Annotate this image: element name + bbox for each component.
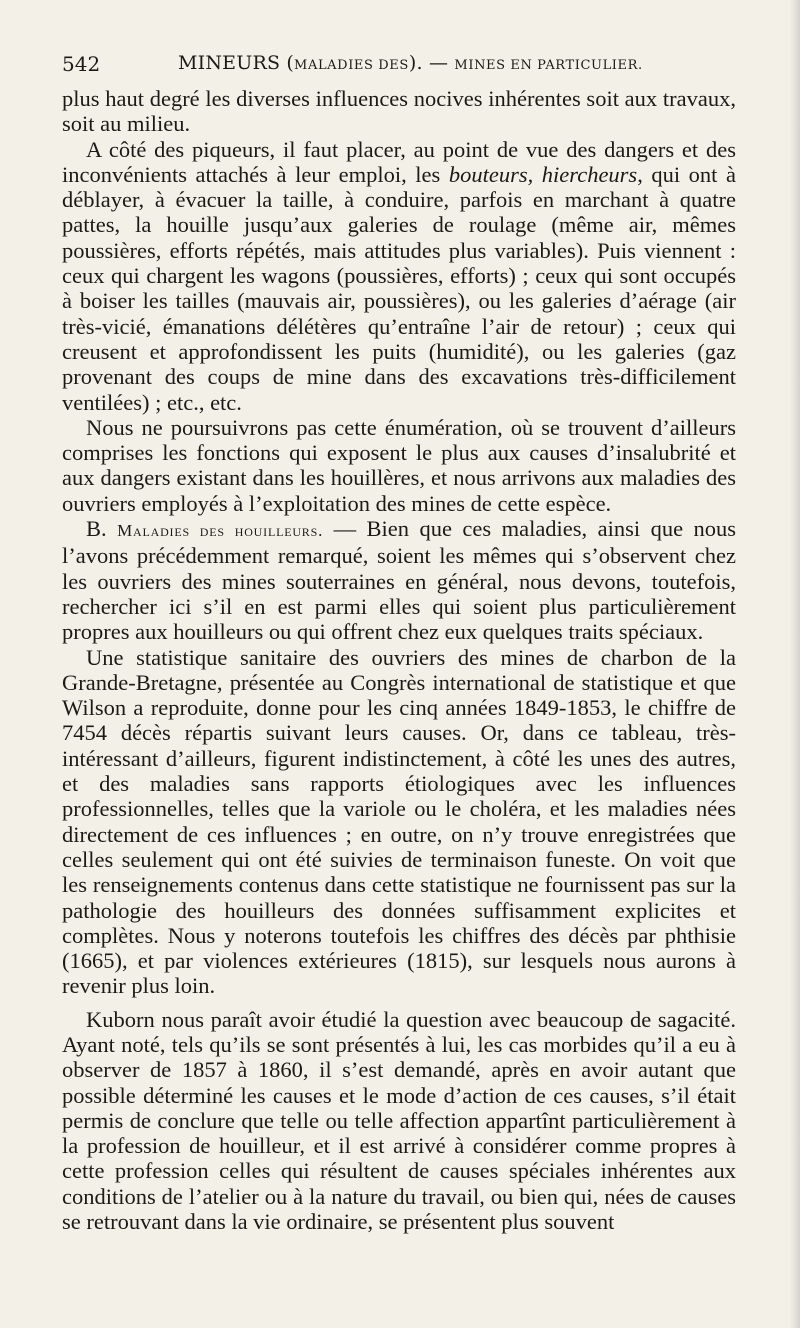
running-title-close: ).	[408, 52, 423, 74]
running-title-main: MINEURS (	[178, 52, 295, 74]
running-title	[178, 52, 643, 74]
running-head	[62, 48, 736, 80]
section-b-label: B.	[86, 516, 118, 542]
section-b-text: — Bien que ces maladies, ainsi que nous l’avons précédemment remarqué, soient les mêmes qui s’observent chez les ouvriers des mines souterraines en général, nous devons, toutefois, rechercher ici s’il en est parmi elles qui soient plus particulièrement propres aux houilleurs ou qui offrent chez eux quelques traits spéciaux.	[62, 516, 737, 645]
paragraph-workers-start: A côté des piqueurs, il faut placer, au point de vue des dangers et des inconvénients attachés à leur emploi, les	[62, 136, 736, 187]
paragraph-enumeration: Nous ne poursuivrons pas cette énumération, où se trouvent d’ailleurs comprises les fonctions qui exposent le plus aux causes d’insalubrité et aux dangers existant dans les houillères, et nous arrivons aux maladies des ouvriers employés à l’exploitation des mines de cette espèce.	[62, 414, 736, 516]
running-title-smallcaps: MALADIES DES	[294, 58, 409, 73]
paragraph-continuation: plus haut degré les diverses influences nocives inhérentes soit aux travaux, soit au milieu.	[62, 86, 736, 137]
paragraph-statistics: Une statistique sanitaire des ouvriers des mines de charbon de la Grande-Bretagne, présentée au Congrès international de statistique et que Wilson a reproduite, donne pour les cinq années 1849-1853, le chiffre de 7454 décès répartis suivant leurs causes. Or, dans ce tableau, très-intéressant d’ailleurs, figurent indistinctement, à côté les unes des autres, et des maladies sans rapports étiologiques avec les influences professionnelles, telles que la variole ou le choléra, et les maladies nées directement de ces influences ; en outre, on n’y trouve enregistrées que celles seulement qui ont été suivies de terminaison funeste. On voit que les renseignements contenus dans cette statistique ne fournissent pas sur la pathologie des houilleurs des données suffisamment explicites et complètes. Nous y noterons toutefois les chiffres des décès par phthisie (1665), et par violences extérieures (1815), sur lesquels nous aurons à revenir plus loin.	[62, 644, 736, 999]
paragraph-workers-end: , qui ont à déblayer, à évacuer la taille, à conduire, parfois en marchant à quatre pattes, la houille jusqu’aux galeries de roulage (même air, mêmes poussières, efforts répétés, mais attitudes plus variables). Puis viennent : ceux qui chargent les wagons (poussières, efforts) ; ceux qui sont occupés à boiser les tailles (mauvais air, poussières), ou les galeries d’aérage (air très-vicié, émanations délétères qu’entraîne l’air de retour) ; ceux qui creusent et approfondissent les puits (humidité), ou les galeries (gaz provenant des coups de mine dans des excavations très-difficilement ventilées) ; etc., etc.	[62, 161, 736, 415]
paragraph-workers-emphasis: bouteurs, hiercheurs	[448, 161, 638, 187]
body-text	[62, 86, 736, 1234]
section-b	[62, 516, 736, 644]
section-b-heading: Maladies des houilleurs.	[117, 521, 324, 541]
paragraph-workers	[62, 137, 736, 415]
page-number: 542	[62, 52, 101, 76]
running-title-separator: —	[422, 52, 455, 74]
paragraph-kuborn: Kuborn nous paraît avoir étudié la question avec beaucoup de sagacité. Ayant noté, tels qu’ils se sont présentés à lui, les cas morbides qu’il a eu à observer de 1857 à 1860, il s’est demandé, après en avoir autant que possible déterminé les causes et le mode d’action de ces causes, s’il était permis de conclure que telle ou telle affection appartînt particulièrement à la profession de houilleur, et il est arrivé à considérer comme propres à cette profession celles qui résultent de causes spéciales inhérentes aux conditions de l’atelier ou à la nature du travail, ou bien qui, nées de causes se retrouvant dans la vie ordinaire, se présentent plus souvent	[62, 1006, 736, 1235]
running-subtitle: MINES EN PARTICULIER.	[454, 58, 643, 73]
